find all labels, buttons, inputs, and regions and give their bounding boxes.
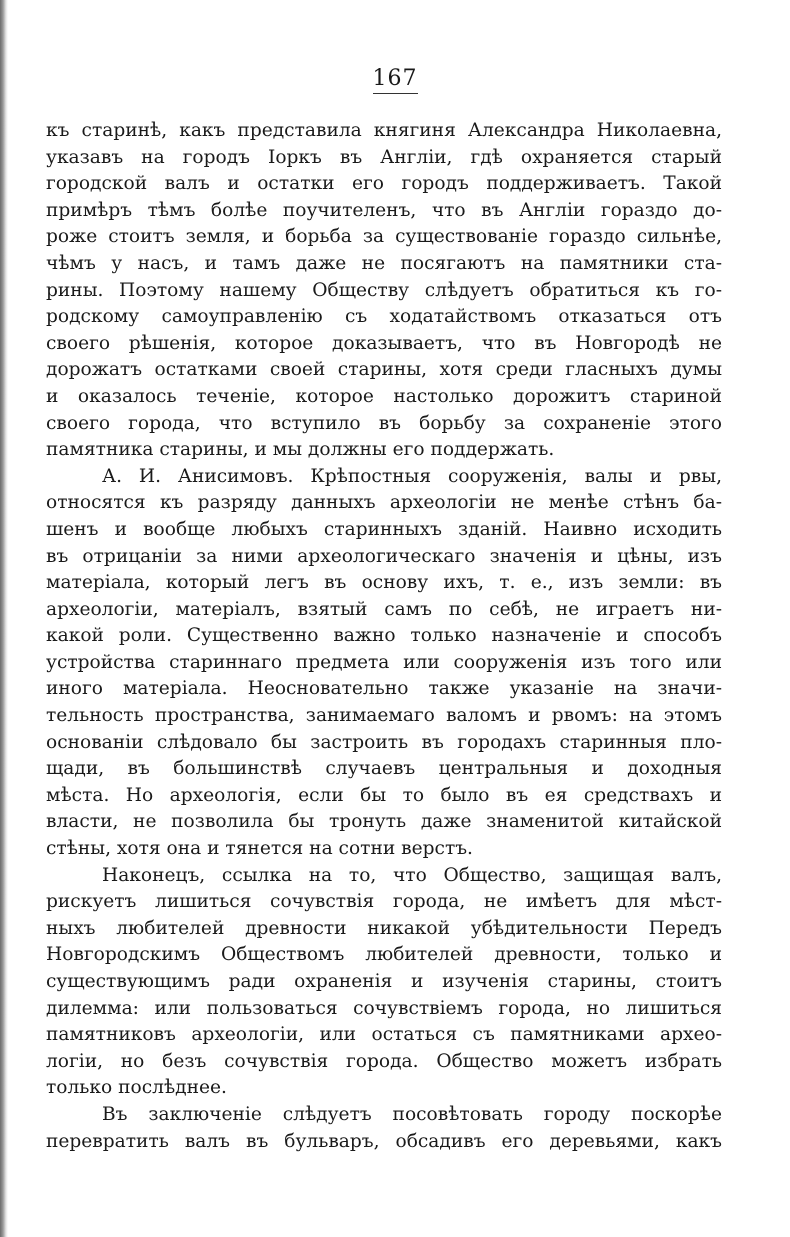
text-line: логіи, но безъ сочувствія города. Общество можетъ избрать (46, 1050, 722, 1072)
text-line: власти, не позволила бы тронуть даже знаменитой китайской (46, 811, 722, 833)
text-line: своего города, что вступило въ борьбу за сохраненіе этого (46, 412, 722, 434)
text-line: и оказалось теченіе, которое настолько дорожитъ стариной (46, 385, 722, 407)
text-line: дорожатъ остатками своей старины, хотя среди гласныхъ думы (46, 359, 722, 381)
text-line: примѣръ тѣмъ болѣе поучителенъ, что въ Англіи гораздо до- (46, 199, 722, 221)
text-line: устройства стариннаго предмета или сооруженія изъ того или (46, 651, 722, 673)
text-line: относятся къ разряду данныхъ археологіи не менѣе стѣнъ ба- (46, 492, 722, 514)
text-line: родскому самоуправленію съ ходатайствомъ отказаться отъ (46, 306, 722, 328)
text-line: стѣны, хотя она и тянется на сотни верстъ. (46, 838, 473, 860)
text-line: существующимъ ради охраненія и изученія старины, стоитъ (46, 971, 722, 992)
text-line: дилемма: или пользоваться сочувствіемъ города, но лишиться (46, 997, 722, 1019)
text-line: какой роли. Существенно важно только назначеніе и способъ (46, 625, 722, 647)
page-number-text: 167 (373, 66, 418, 94)
text-line: роже стоитъ земля, и борьба за существованіе гораздо сильнѣе, (46, 226, 722, 248)
text-line: иного матеріала. Неосновательно также указаніе на значи- (46, 678, 722, 700)
text-line: матеріала, который легъ въ основу ихъ, т. е., изъ земли: въ (46, 572, 722, 594)
text-line: шенъ и вообще любыхъ старинныхъ зданій. Наивно исходить (46, 518, 722, 540)
text-line: тельность пространства, занимаемаго валомъ и рвомъ: на этомъ (46, 705, 722, 727)
text-line: ныхъ любителей древности никакой убѣдительности Передъ (46, 917, 722, 939)
text-line: въ отрицаніи за ними археологическаго значенія и цѣны, изъ (46, 545, 722, 567)
text-line: археологіи, матеріалъ, взятый самъ по себѣ, не играетъ ни- (46, 598, 722, 620)
text-line: своего рѣшенія, которое доказываетъ, что въ Новгородѣ не (46, 332, 722, 354)
text-line: мѣста. Но археологія, если бы то было въ ея средствахъ и (46, 784, 722, 806)
text-line: рискуетъ лишиться сочувствія города, не имѣетъ для мѣст- (46, 891, 722, 913)
body-text (46, 118, 722, 1155)
text-line: памятника старины, и мы должны его поддержать. (46, 439, 555, 461)
text-line: къ старинѣ, какъ представила княгиня Александра Николаевна, (46, 120, 722, 141)
text-line: чѣмъ у насъ, и тамъ даже не посягаютъ на памятники ста- (46, 252, 722, 274)
text-line: основаніи слѣдовало бы застроить въ городахъ старинныя пло- (46, 731, 722, 753)
text-line: Наконецъ, ссылка на то, что Общество, защищая валъ, (102, 864, 722, 886)
text-line: рины. Поэтому нашему Обществу слѣдуетъ обратиться къ го- (46, 279, 722, 301)
text-line: Въ заключеніе слѣдуетъ посовѣтовать городу поскорѣе (102, 1103, 722, 1125)
text-line: указавъ на городъ Іоркъ въ Англіи, гдѣ охраняется старый (46, 146, 722, 168)
text-line: перевратить валъ въ бульваръ, обсадивъ его деревьями, какъ (46, 1130, 722, 1152)
text-line: Новгородскимъ Обществомъ любителей древности, только и (46, 944, 722, 966)
page-number (0, 66, 790, 94)
text-line: щади, въ большинствѣ случаевъ центральныя и доходныя (46, 758, 722, 780)
text-line: городской валъ и остатки его городъ поддерживаетъ. Такой (46, 173, 722, 195)
text-line: А. И. Анисимовъ. Крѣпостныя сооруженія, валы и рвы, (102, 465, 722, 487)
text-line: памятниковъ археологіи, или остаться съ памятниками архео- (46, 1024, 722, 1046)
page-edge-shadow (0, 0, 8, 1237)
text-line: только послѣднее. (46, 1077, 227, 1099)
